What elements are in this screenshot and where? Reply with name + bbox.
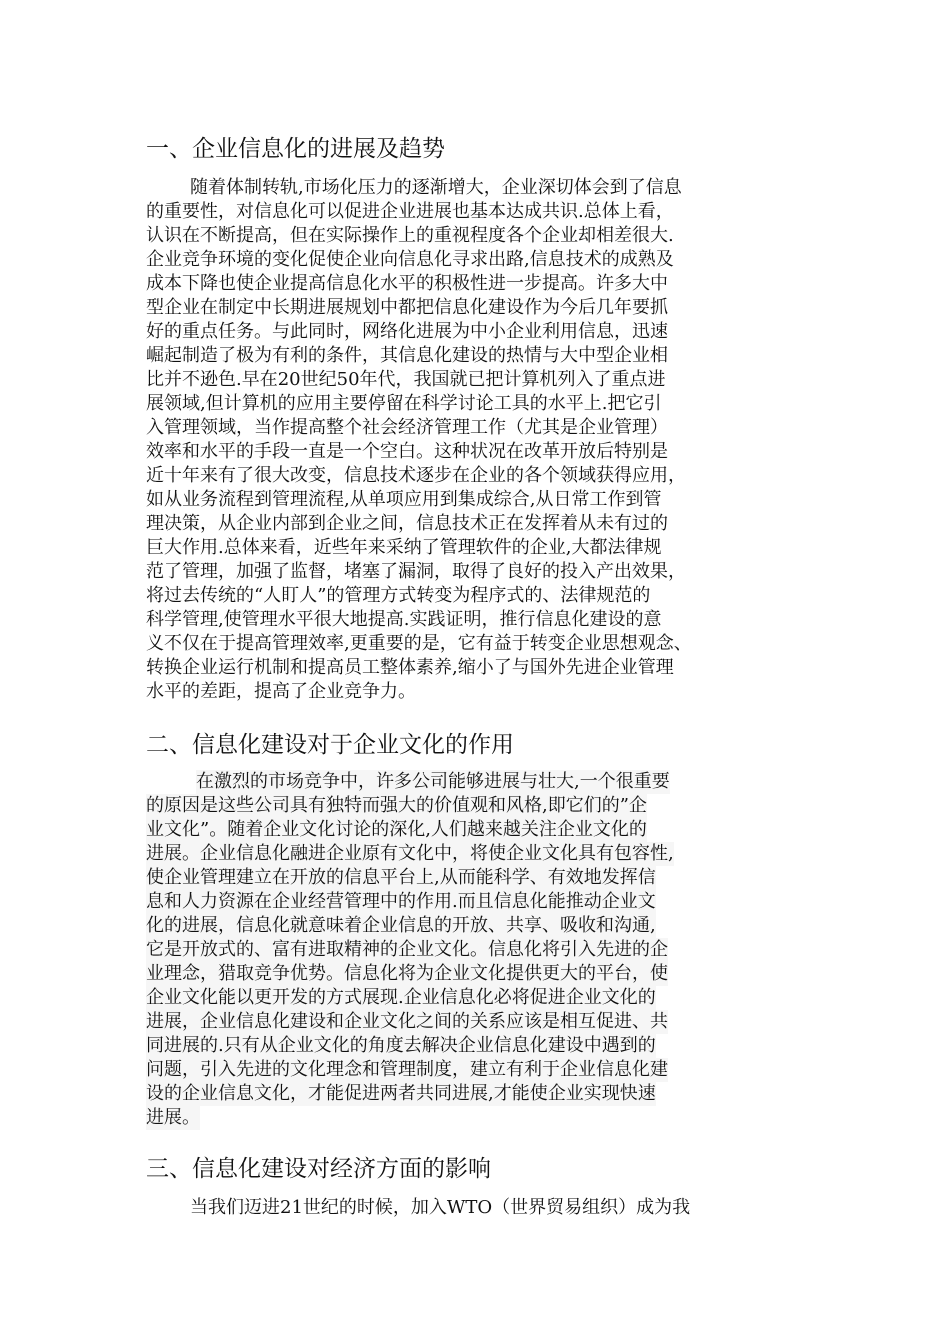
paragraph-line: 科学管理,使管理水平很大地提高.实践证明，推行信息化建设的意	[146, 609, 662, 630]
paragraph-line: 入管理领域，当作提高整个社会经济管理工作（尤其是企业管理）	[146, 417, 668, 438]
paragraph-line: 范了管理，加强了监督，堵塞了漏洞，取得了良好的投入产出效果，	[146, 561, 686, 582]
section-heading-1: 一、企业信息化的进展及趋势	[146, 136, 445, 162]
paragraph-line: 企业竞争环境的变化促使企业向信息化寻求出路,信息技术的成熟及	[146, 249, 674, 270]
paragraph-line: 如从业务流程到管理流程,从单项应用到集成综合,从日常工作到管	[146, 489, 662, 510]
paragraph-line: 进展。企业信息化融进企业原有文化中，将使企业文化具有包容性,	[146, 843, 674, 864]
paragraph-line: 企业文化能以更开发的方式展现.企业信息化必将促进企业文化的	[146, 987, 656, 1008]
paragraph-line: 当我们迈进21世纪的时候，加入WTO（世界贸易组织）成为我	[190, 1197, 691, 1218]
paragraph-line: 转换企业运行机制和提高员工整体素养,缩小了与国外先进企业管理	[146, 657, 674, 678]
section-heading-3: 三、信息化建设对经济方面的影响	[146, 1156, 491, 1182]
paragraph-line: 近十年来有了很大改变，信息技术逐步在企业的各个领域获得应用，	[146, 465, 686, 486]
paragraph-line: 水平的差距，提高了企业竞争力。	[146, 681, 416, 702]
paragraph-line: 好的重点任务。与此同时，网络化进展为中小企业利用信息，迅速	[146, 321, 668, 342]
paragraph-line: 问题，引入先进的文化理念和管理制度，建立有利于企业信息化建	[146, 1059, 668, 1080]
paragraph-line: 在激烈的市场竞争中，许多公司能够进展与壮大,一个很重要	[196, 771, 670, 792]
paragraph-line: 设的企业信息文化，才能促进两者共同进展,才能使企业实现快速	[146, 1083, 656, 1104]
paragraph-line: 的重要性，对信息化可以促进企业进展也基本达成共识.总体上看，	[146, 201, 674, 222]
paragraph-line: 随着体制转轨,市场化压力的逐渐增大，企业深切体会到了信息	[190, 177, 682, 198]
paragraph-line: 的原因是这些公司具有独特而强大的价值观和风格,即它们的”企	[146, 795, 647, 816]
paragraph-line: 同进展的.只有从企业文化的角度去解决企业信息化建设中遇到的	[146, 1035, 656, 1056]
paragraph-line: 展领域,但计算机的应用主要停留在科学讨论工具的水平上.把它引	[146, 393, 662, 414]
paragraph-line: 业文化”。随着企业文化讨论的深化,人们越来越关注企业文化的	[146, 819, 647, 840]
paragraph-line: 型企业在制定中长期进展规划中都把信息化建设作为今后几年要抓	[146, 297, 668, 318]
paragraph-line: 息和人力资源在企业经营管理中的作用.而且信息化能推动企业文	[146, 891, 656, 912]
paragraph-line: 巨大作用.总体来看，近些年来采纳了管理软件的企业,大都法律规	[146, 537, 662, 558]
paragraph-line: 它是开放式的、富有进取精神的企业文化。信息化将引入先进的企	[146, 939, 668, 960]
paragraph-line: 将过去传统的“人盯人”的管理方式转变为程序式的、法律规范的	[146, 585, 651, 606]
paragraph-line: 业理念，猎取竞争优势。信息化将为企业文化提供更大的平台，使	[146, 963, 668, 984]
paragraph-line: 崛起制造了极为有利的条件，其信息化建设的热情与大中型企业相	[146, 345, 668, 366]
paragraph-line: 成本下降也使企业提高信息化水平的积极性进一步提高。许多大中	[146, 273, 668, 294]
paragraph-line: 化的进展，信息化就意味着企业信息的开放、共享、吸收和沟通,	[146, 915, 656, 936]
paragraph-line: 使企业管理建立在开放的信息平台上,从而能科学、有效地发挥信	[146, 867, 656, 888]
paragraph-line: 比并不逊色.早在20世纪50年代，我国就已把计算机列入了重点进	[146, 369, 666, 390]
paragraph-line: 进展，企业信息化建设和企业文化之间的关系应该是相互促进、共	[146, 1011, 668, 1032]
paragraph-line: 理决策，从企业内部到企业之间，信息技术正在发挥着从未有过的	[146, 513, 668, 534]
paragraph-line: 效率和水平的手段一直是一个空白。这种状况在改革开放后特别是	[146, 441, 668, 462]
paragraph-line: 义不仅在于提高管理效率,更重要的是，它有益于转变企业思想观念、	[146, 633, 692, 654]
paragraph-line: 认识在不断提高，但在实际操作上的重视程度各个企业却相差很大.	[146, 225, 674, 246]
paragraph-line: 进展。	[146, 1107, 200, 1128]
section-heading-2: 二、信息化建设对于企业文化的作用	[146, 732, 514, 758]
